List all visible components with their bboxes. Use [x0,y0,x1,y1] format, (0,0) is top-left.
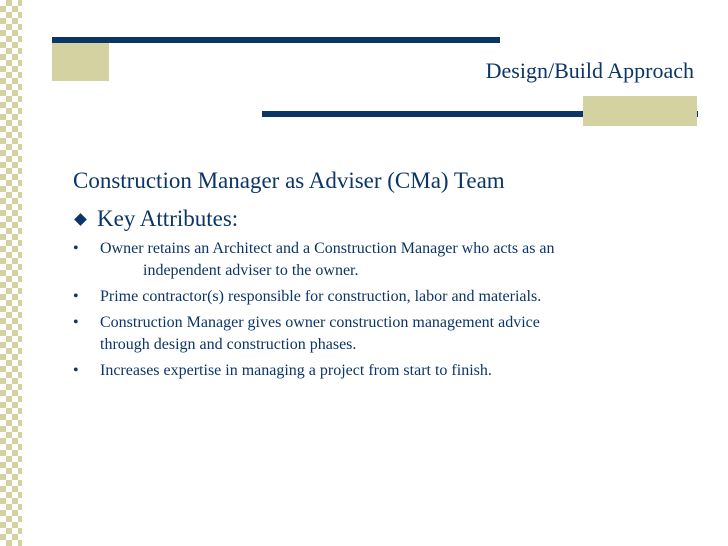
bullet-text: Prime contractor(s) responsible for construction, labor and materials. [100,288,542,305]
key-attributes-label: Key Attributes: [97,206,239,231]
bullet-text: Owner retains an Architect and a Construction Manager who acts as an [100,240,555,257]
top-rule [52,37,500,43]
list-item [73,312,703,356]
top-accent-block [52,43,109,81]
diamond-bullet-icon [74,213,87,226]
bullet-text: Increases expertise in managing a project from start to finish. [100,362,492,379]
slide-title: Design/Build Approach [485,58,694,83]
bullet-dot-icon: • [73,240,79,257]
bullet-dot-icon: • [73,314,79,331]
bottom-accent-block [583,96,697,126]
list-item [73,286,703,308]
bullet-list [73,238,703,386]
slide-subtitle: Construction Manager as Adviser (CMa) Team [73,168,505,193]
list-item [73,238,703,282]
bullet-text-continued: independent adviser to the owner. [143,262,359,279]
bullet-dot-icon: • [73,362,79,379]
bullet-text: Construction Manager gives owner construction management advice [100,314,540,331]
bullet-text-continued: through design and construction phases. [100,336,357,353]
checkered-border [0,0,22,546]
bullet-dot-icon: • [73,288,79,305]
key-attributes-heading [73,204,238,234]
list-item [73,360,703,382]
